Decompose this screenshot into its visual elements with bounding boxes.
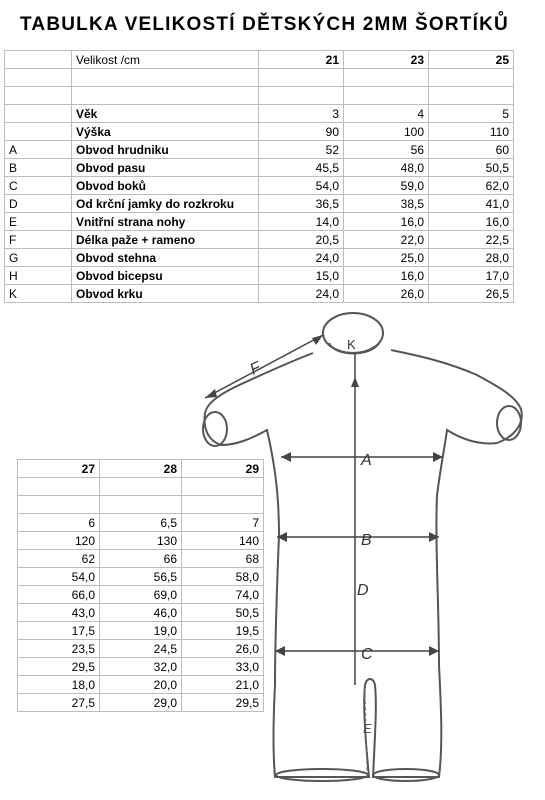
value-cell: 21,0 (182, 676, 264, 694)
measure-code-cell: H (5, 267, 72, 285)
value-cell: 38,5 (344, 195, 429, 213)
value-cell: 27,5 (18, 694, 100, 712)
measure-label-cell: Věk (72, 105, 259, 123)
measure-label-cell: Obvod stehna (72, 249, 259, 267)
measure-label-cell: Obvod boků (72, 177, 259, 195)
value-cell (18, 496, 100, 514)
measure-code-cell (5, 105, 72, 123)
measure-code-cell: D (5, 195, 72, 213)
value-cell: 29,5 (182, 694, 264, 712)
value-cell: 16,0 (429, 213, 514, 231)
value-cell (18, 478, 100, 496)
label-e: E (363, 721, 372, 736)
value-cell: 17,5 (18, 622, 100, 640)
measure-code-cell: K (5, 285, 72, 303)
table-row (5, 231, 514, 249)
value-cell: 3 (259, 105, 344, 123)
value-cell: 26,0 (182, 640, 264, 658)
measure-label-cell (72, 87, 259, 105)
measure-label-cell (72, 69, 259, 87)
garment-outline (205, 350, 522, 777)
value-cell: 16,0 (344, 267, 429, 285)
value-cell: 62,0 (429, 177, 514, 195)
measure-code-cell: A (5, 141, 72, 159)
measure-label-cell: Obvod bicepsu (72, 267, 259, 285)
table-row (5, 87, 514, 105)
value-cell: 16,0 (344, 213, 429, 231)
value-cell (344, 87, 429, 105)
value-cell: 19,0 (100, 622, 182, 640)
value-cell (259, 69, 344, 87)
value-cell: 48,0 (344, 159, 429, 177)
value-cell: 130 (100, 532, 182, 550)
value-cell: 56,5 (100, 568, 182, 586)
value-cell: 45,5 (259, 159, 344, 177)
page-title: TABULKA VELIKOSTÍ DĚTSKÝCH 2MM ŠORTÍKŮ (20, 14, 509, 35)
value-cell: 26,5 (429, 285, 514, 303)
value-cell: 29,5 (18, 658, 100, 676)
table-row (5, 105, 514, 123)
table-row (5, 195, 514, 213)
value-cell: 46,0 (100, 604, 182, 622)
table-row (5, 159, 514, 177)
value-cell: 140 (182, 532, 264, 550)
label-f: F (247, 359, 264, 379)
value-cell: 15,0 (259, 267, 344, 285)
value-cell: 36,5 (259, 195, 344, 213)
value-cell: 20,0 (100, 676, 182, 694)
measure-label-cell: Obvod pasu (72, 159, 259, 177)
right-sleeve-cuff (497, 406, 521, 440)
table-row (5, 123, 514, 141)
measure-label-cell: Vnitřní strana nohy (72, 213, 259, 231)
table-row (5, 285, 514, 303)
value-cell: 120 (18, 532, 100, 550)
value-cell: 90 (259, 123, 344, 141)
measure-label-cell: Obvod hrudniku (72, 141, 259, 159)
value-cell (100, 496, 182, 514)
measure-code-cell: E (5, 213, 72, 231)
value-cell: 69,0 (100, 586, 182, 604)
value-cell: 24,0 (259, 249, 344, 267)
measure-code-cell (5, 69, 72, 87)
value-cell: 58,0 (182, 568, 264, 586)
measure-code-cell (5, 87, 72, 105)
value-cell: 41,0 (429, 195, 514, 213)
value-cell: 22,0 (344, 231, 429, 249)
value-cell (100, 478, 182, 496)
size-header-cell: 23 (344, 51, 429, 69)
value-cell: 54,0 (18, 568, 100, 586)
measure-label-cell: Od krční jamky do rozkroku (72, 195, 259, 213)
value-cell: 18,0 (18, 676, 100, 694)
measure-code-cell: F (5, 231, 72, 249)
table-row (5, 267, 514, 285)
value-cell: 29,0 (100, 694, 182, 712)
value-cell: 110 (429, 123, 514, 141)
value-cell: 14,0 (259, 213, 344, 231)
value-cell (259, 87, 344, 105)
value-cell: 68 (182, 550, 264, 568)
value-cell: 17,0 (429, 267, 514, 285)
size-header-cell: 27 (18, 460, 100, 478)
value-cell: 24,5 (100, 640, 182, 658)
header-label-cell: Velikost /cm (72, 51, 259, 69)
label-b: B (361, 532, 372, 549)
value-cell: 24,0 (259, 285, 344, 303)
right-leg-cuff (373, 769, 439, 781)
value-cell: 50,5 (429, 159, 514, 177)
value-cell: 66,0 (18, 586, 100, 604)
measure-label-cell: Obvod krku (72, 285, 259, 303)
measure-label-cell: Délka paže + rameno (72, 231, 259, 249)
value-cell: 66 (100, 550, 182, 568)
measure-label-cell: Výška (72, 123, 259, 141)
left-leg-cuff (276, 769, 368, 781)
measure-code-cell: C (5, 177, 72, 195)
table-row (5, 177, 514, 195)
value-cell (429, 69, 514, 87)
value-cell: 33,0 (182, 658, 264, 676)
table-row (5, 249, 514, 267)
table-row (5, 69, 514, 87)
value-cell: 20,5 (259, 231, 344, 249)
code-cell (5, 51, 72, 69)
value-cell: 22,5 (429, 231, 514, 249)
value-cell (429, 87, 514, 105)
label-a: A (361, 452, 372, 469)
value-cell: 74,0 (182, 586, 264, 604)
value-cell: 56 (344, 141, 429, 159)
value-cell: 32,0 (100, 658, 182, 676)
size-header-cell: 21 (259, 51, 344, 69)
measure-code-cell: B (5, 159, 72, 177)
table-row (5, 213, 514, 231)
measure-code-cell: G (5, 249, 72, 267)
value-cell: 7 (182, 514, 264, 532)
value-cell: 23,5 (18, 640, 100, 658)
value-cell: 59,0 (344, 177, 429, 195)
size-header-cell: 28 (100, 460, 182, 478)
value-cell: 60 (429, 141, 514, 159)
value-cell: 52 (259, 141, 344, 159)
value-cell: 43,0 (18, 604, 100, 622)
value-cell: 6,5 (100, 514, 182, 532)
label-k: K (347, 337, 356, 352)
table-row (5, 141, 514, 159)
value-cell: 26,0 (344, 285, 429, 303)
value-cell: 100 (344, 123, 429, 141)
label-d: D (357, 582, 369, 599)
label-c: C (361, 646, 373, 663)
size-header-cell: 25 (429, 51, 514, 69)
size-header-cell: 29 (182, 460, 264, 478)
value-cell: 6 (18, 514, 100, 532)
table-header-row (5, 51, 514, 69)
size-table-main (4, 50, 514, 303)
value-cell: 5 (429, 105, 514, 123)
value-cell: 62 (18, 550, 100, 568)
garment-sketch (195, 305, 530, 800)
value-cell: 50,5 (182, 604, 264, 622)
value-cell (344, 69, 429, 87)
value-cell: 54,0 (259, 177, 344, 195)
value-cell: 4 (344, 105, 429, 123)
value-cell: 25,0 (344, 249, 429, 267)
value-cell: 28,0 (429, 249, 514, 267)
value-cell: 19,5 (182, 622, 264, 640)
measure-code-cell (5, 123, 72, 141)
